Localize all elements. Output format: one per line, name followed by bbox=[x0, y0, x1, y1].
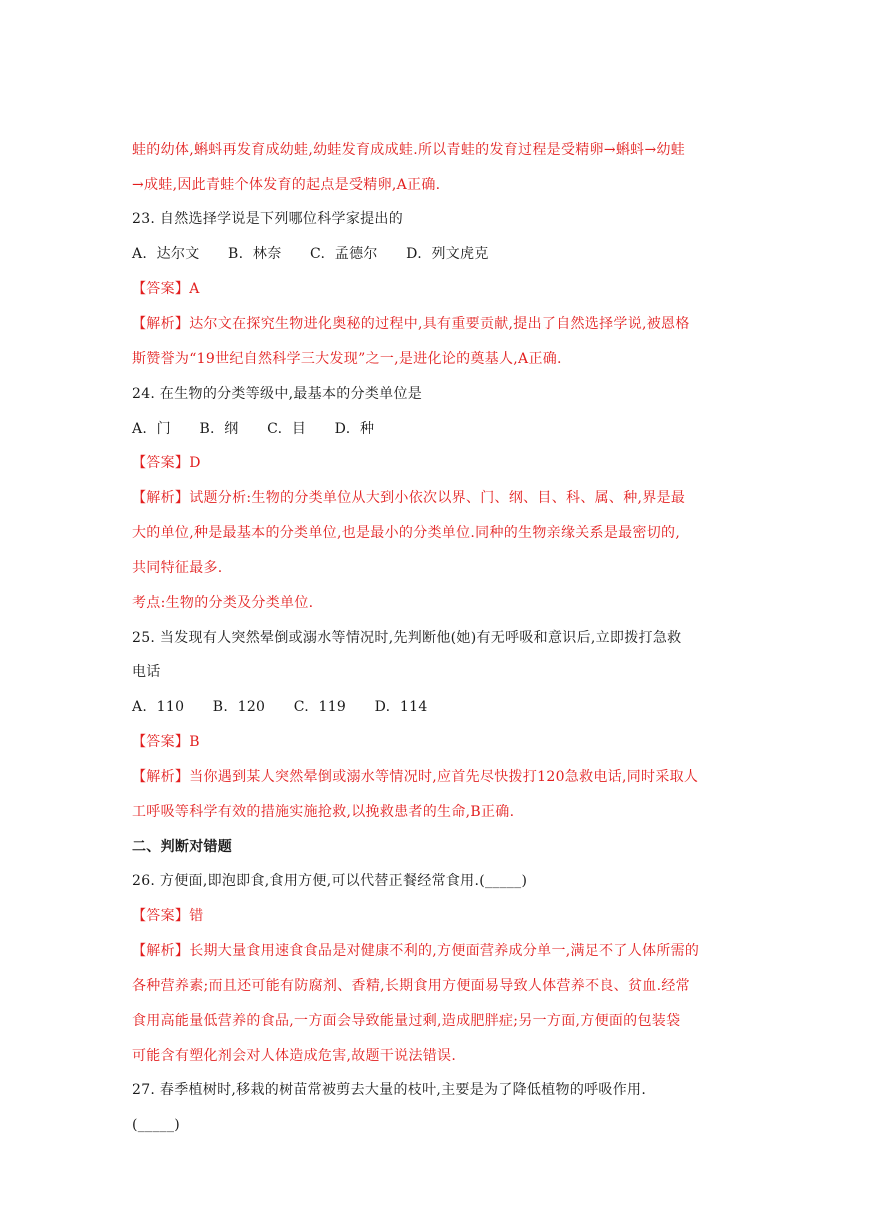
question-23-options: A. 达尔文 B. 林奈 C. 孟德尔 D. 列文虎克 bbox=[132, 246, 489, 262]
explanation-26-line: 食用高能量低营养的食品,一方面会导致能量过剩,造成肥胖症;另一方面,方便面的包装袋 bbox=[132, 1013, 681, 1029]
knowledge-point-24: 考点:生物的分类及分类单位. bbox=[132, 595, 314, 611]
question-25: 电话 bbox=[132, 664, 161, 680]
answer-24: 【答案】D bbox=[132, 455, 201, 471]
question-23: 23. 自然选择学说是下列哪位科学家提出的 bbox=[132, 211, 404, 227]
explanation-line: →成蛙,因此青蛙个体发育的起点是受精卵,A正确. bbox=[132, 177, 441, 193]
explanation-24-line: 大的单位,种是最基本的分类单位,也是最小的分类单位.同种的生物亲缘关系是最密切的, bbox=[132, 525, 681, 541]
explanation-23-line: 【解析】达尔文在探究生物进化奥秘的过程中,具有重要贡献,提出了自然选择学说,被恩格 bbox=[132, 316, 690, 332]
answer-23: 【答案】A bbox=[132, 281, 200, 297]
explanation-24-line: 【解析】试题分析:生物的分类单位从大到小依次以界、门、纲、目、科、属、种,界是最 bbox=[132, 490, 686, 506]
explanation-23-line: 斯赞誉为“19世纪自然科学三大发现”之一,是进化论的奠基人,A正确. bbox=[132, 351, 562, 367]
question-25-options: A. 110 B. 120 C. 119 D. 114 bbox=[132, 699, 428, 715]
explanation-24-line: 共同特征最多. bbox=[132, 560, 223, 576]
question-27: 27. 春季植树时,移栽的树苗常被剪去大量的枝叶,主要是为了降低植物的呼吸作用. bbox=[132, 1082, 647, 1098]
explanation-26-line: 【解析】长期大量食用速食食品是对健康不利的,方便面营养成分单一,满足不了人体所需的 bbox=[132, 943, 700, 959]
explanation-line: 蛙的幼体,蝌蚪再发育成幼蛙,幼蛙发育成成蛙.所以青蛙的发育过程是受精卵→蝌蚪→幼蛙 bbox=[132, 142, 686, 158]
question-27: (_____) bbox=[132, 1117, 181, 1133]
explanation-25-line: 工呼吸等科学有效的措施实施抢救,以挽救患者的生命,B正确. bbox=[132, 804, 515, 820]
question-24-options: A. 门 B. 纲 C. 目 D. 种 bbox=[132, 421, 375, 437]
explanation-26-line: 可能含有塑化剂会对人体造成危害,故题干说法错误. bbox=[132, 1048, 457, 1064]
question-26: 26. 方便面,即泡即食,食用方便,可以代替正餐经常食用.(_____) bbox=[132, 873, 528, 889]
explanation-26-line: 各种营养素;而且还可能有防腐剂、香精,长期食用方便面易导致人体营养不良、贫血.经常 bbox=[132, 978, 690, 994]
answer-26: 【答案】错 bbox=[132, 908, 204, 924]
explanation-25-line: 【解析】当你遇到某人突然晕倒或溺水等情况时,应首先尽快拨打120急救电话,同时采取人 bbox=[132, 769, 699, 785]
question-24: 24. 在生物的分类等级中,最基本的分类单位是 bbox=[132, 386, 423, 402]
question-25: 25. 当发现有人突然晕倒或溺水等情况时,先判断他(她)有无呼吸和意识后,立即拨打急救 bbox=[132, 630, 682, 646]
section-heading: 二、判断对错题 bbox=[132, 839, 233, 855]
answer-25: 【答案】B bbox=[132, 734, 200, 750]
